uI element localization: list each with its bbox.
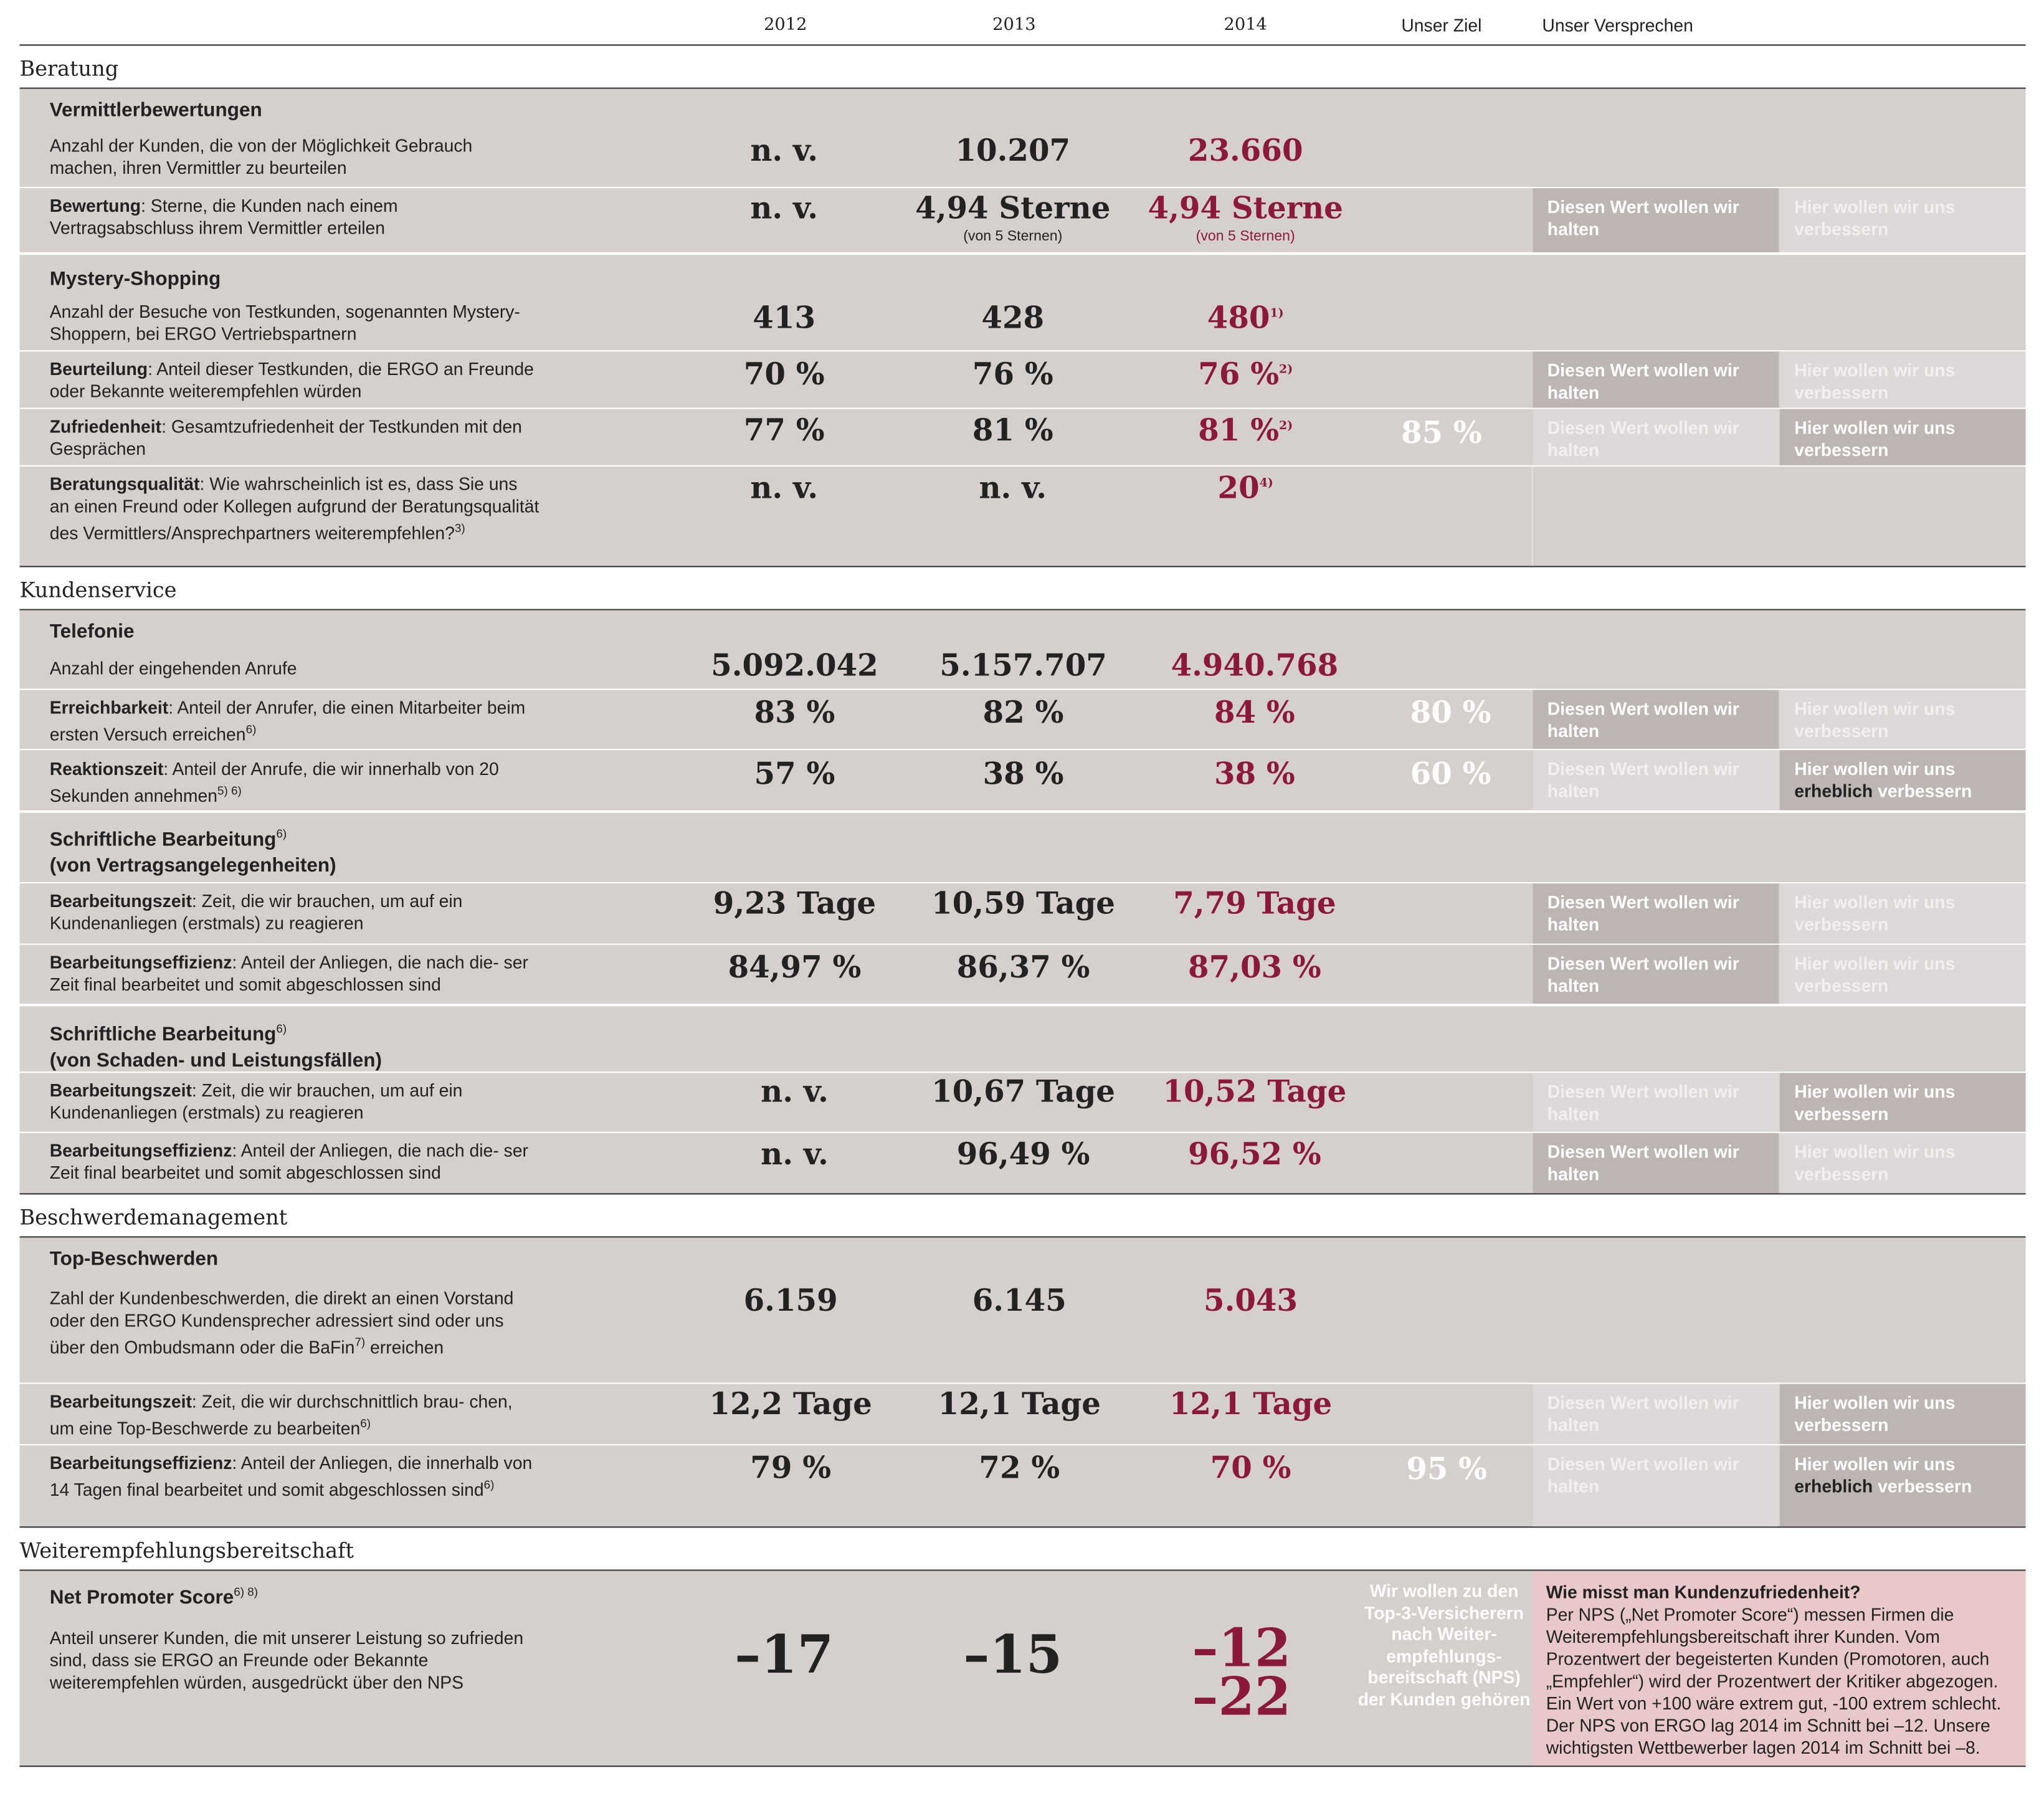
row-description	[50, 696, 540, 746]
value-2014: 10,52 Tage	[1162, 1074, 1347, 1110]
footnote: 6)	[276, 1022, 287, 1035]
promise-improve: Hier wollen wir uns verbessern	[1780, 1133, 2025, 1193]
goal-value: 80 %	[1410, 695, 1491, 731]
value-2014: 70 %	[1210, 1450, 1291, 1486]
goal-text: Wir wollen zu den Top-3-Versicherern nach Weiter- empfehlungs- bereitschaft (NPS) der Kunden gehören	[1357, 1581, 1531, 1709]
group-title	[50, 1015, 382, 1074]
row-label: Bearbeitungseffizienz	[49, 1453, 232, 1473]
value-2014: 96,52 %	[1187, 1137, 1321, 1172]
value-2012: 6.159	[743, 1283, 838, 1319]
goal-value: 85 %	[1400, 416, 1482, 451]
value-2013: 428	[981, 300, 1045, 336]
row-text: Zahl der Kundenbeschwerden, die direkt an einen Vorstand oder den ERGO Kundensprecher adressiert sind oder uns über den Ombudsmann oder die BaFin	[49, 1288, 514, 1357]
footnote: 2)	[1279, 420, 1293, 434]
value-2012: 5.092.042	[711, 648, 878, 684]
row-text: : Zeit, die wir brauchen, um auf ein Kundenanliegen (erstmals) zu reagieren	[49, 891, 463, 933]
section-beratung: Beratung	[19, 56, 119, 82]
divider	[19, 1766, 2025, 1767]
group-separator	[19, 810, 2025, 813]
value-2013: 82 %	[982, 695, 1064, 731]
section-beschwerde: Beschwerdemanagement	[19, 1205, 288, 1230]
value-2014	[1115, 300, 1376, 336]
value-2013: 10.207	[955, 133, 1071, 169]
row-text: : Gesamtzufriedenheit der Testkunden mit den Gesprächen	[49, 417, 522, 459]
row-text: : Sterne, die Kunden nach einem Vertragsabschluss ihrem Vermittler erteilen	[49, 196, 398, 238]
value-2013: 76 %	[972, 356, 1053, 392]
section-weiterempfehlung: Weiterempfehlungsbereitschaft	[19, 1538, 354, 1563]
row-label: Bearbeitungseffizienz	[49, 953, 232, 972]
footnote: 2)	[1279, 363, 1293, 377]
cell-border	[1532, 467, 1533, 566]
col-2012: 2012	[764, 16, 807, 36]
value-2013: 81 %	[972, 412, 1053, 449]
value-2012: –17	[734, 1624, 834, 1686]
divider	[19, 1193, 2025, 1194]
value-2012: n. v.	[750, 191, 818, 226]
value-2014: 12,1 Tage	[1169, 1386, 1333, 1422]
info-box	[1533, 1571, 2026, 1766]
row-description	[50, 1139, 540, 1184]
value-2014: –12	[1192, 1618, 1291, 1680]
value-2013: 6.145	[972, 1283, 1067, 1319]
value-2012: 57 %	[754, 756, 835, 792]
row-label: Bearbeitungszeit	[49, 1392, 192, 1412]
row-text: erreichen	[365, 1338, 444, 1357]
value-2012: 84,97 %	[728, 950, 862, 986]
group-title: Telefonie	[49, 620, 135, 644]
info-title: Wie misst man Kundenzufriedenheit?	[1546, 1582, 1861, 1602]
value-note: (von 5 Sternen)	[963, 229, 1063, 245]
promise-text: verbessern	[1878, 1476, 1972, 1496]
group-title: Top-Beschwerden	[49, 1248, 219, 1271]
value-2012: 413	[753, 300, 816, 336]
section-kundenservice: Kundenservice	[19, 577, 177, 603]
promise-improve: Hier wollen wir uns verbessern	[1780, 409, 2025, 465]
row-description	[50, 1080, 540, 1124]
promise-improve: Hier wollen wir uns verbessern	[1780, 1384, 2025, 1444]
row-text: : Anteil dieser Testkunden, die ERGO an Freunde oder Bekannte weiterempfehlen würden	[49, 359, 534, 402]
col-2013: 2013	[992, 16, 1036, 36]
value-2012: n. v.	[750, 133, 818, 169]
promise-emphasis: erheblich	[1794, 1476, 1873, 1496]
footnote: 1)	[1270, 307, 1284, 321]
value-2012: 70 %	[743, 356, 825, 392]
promise-hold: Diesen Wert wollen wir halten	[1533, 690, 1779, 749]
group-subtitle: (von Schaden- und Leistungsfällen)	[49, 1049, 382, 1072]
group-title	[50, 820, 336, 879]
value-2012: 83 %	[754, 695, 835, 731]
value-2013: 12,1 Tage	[938, 1386, 1101, 1422]
row-description: Anzahl der Kunden, die von der Möglichkeit Gebrauch machen, ihren Vermittler zu beurteilen	[49, 136, 473, 178]
value-2014	[1115, 357, 1376, 392]
value-2014: 4.940.768	[1171, 648, 1339, 684]
row-description: Anzahl der eingehenden Anrufe	[49, 658, 297, 678]
group-title-text: Schriftliche Bearbeitung	[49, 829, 277, 851]
row-label: Bearbeitungszeit	[49, 891, 192, 911]
row-description	[50, 1390, 540, 1440]
value-2014: 5.043	[1204, 1283, 1298, 1319]
value-2013: 10,67 Tage	[931, 1074, 1116, 1110]
divider	[19, 1526, 2025, 1528]
row-description: Anzahl der Besuche von Testkunden, sogenannten Mystery-Shoppern, bei ERGO Vertriebspartnern	[49, 302, 520, 344]
promise-improve-much	[1780, 750, 2025, 810]
promise-hold: Diesen Wert wollen wir halten	[1533, 351, 1779, 407]
promise-hold: Diesen Wert wollen wir halten	[1533, 883, 1779, 943]
row-label: Erreichbarkeit	[49, 698, 169, 718]
value-2014: 38 %	[1214, 756, 1295, 792]
row-text: : Zeit, die wir durchschnittlich brau- chen, um eine Top-Beschwerde zu bearbeiten	[49, 1392, 513, 1438]
promise-text: Hier wollen wir uns	[1794, 1454, 1956, 1475]
group-title: Vermittlerbewertungen	[49, 99, 262, 122]
value-2012: 12,2 Tage	[709, 1386, 872, 1422]
row-description	[50, 416, 540, 460]
footnote: 6)	[276, 827, 287, 840]
row-description	[50, 473, 540, 544]
group-title: Mystery-Shopping	[49, 268, 221, 290]
divider	[19, 44, 2025, 45]
value-2012: 9,23 Tage	[713, 886, 877, 921]
group-title-text: Schriftliche Bearbeitung	[49, 1023, 277, 1046]
promise-hold: Diesen Wert wollen wir halten	[1533, 188, 1779, 252]
footnote: 6) 8)	[234, 1585, 259, 1599]
promise-hold: Diesen Wert wollen wir halten	[1533, 945, 1779, 1004]
value-2012: 79 %	[750, 1450, 832, 1486]
group-subtitle: (von Vertragsangelegenheiten)	[49, 854, 336, 877]
row-label: Beurteilung	[49, 359, 148, 379]
promise-hold: Diesen Wert wollen wir halten	[1533, 1133, 1779, 1193]
value-2014: 84 %	[1214, 695, 1295, 731]
promise-text: Hier wollen wir uns	[1794, 759, 1956, 779]
row-text: : Anteil der Anliegen, die innerhalb von 14 Tagen final bearbeitet und somit abgeschlossen sind	[49, 1453, 533, 1500]
value-2014: 7,79 Tage	[1173, 886, 1336, 921]
row-text: : Anteil der Anliegen, die nach die- ser Zeit final bearbeitet und somit abgeschlossen sind	[49, 953, 528, 995]
value-2013: 38 %	[982, 756, 1064, 792]
row-text: : Wie wahrscheinlich ist es, dass Sie uns an einen Freund oder Kollegen aufgrund der Beratungsqualität des Vermittlers/Ansprechpartners weiterempfehlen?	[49, 474, 540, 543]
info-text: Per NPS („Net Promoter Score“) messen Firmen die Weiterempfehlungsbereitschaft ihrer Kunden. Vom Prozentwert der begeisterten Kunden (Promotoren, auch „Empfehler“) wird der Prozentwert der Kritiker abgezogen. Ein Wert von +100 wäre extrem gut, -100 extrem schlecht. Der NPS von ERGO lag 2014 im Schnitt bei –12. Unsere wichtigsten Wettbewerber lagen 2014 im Schnitt bei –8.	[1546, 1605, 2002, 1758]
group-title	[50, 1579, 258, 1611]
value-2013: 10,59 Tage	[931, 886, 1116, 921]
promise-text: verbessern	[1878, 781, 1972, 801]
value-2013: 86,37 %	[956, 950, 1090, 986]
footnote: 6)	[483, 1478, 495, 1491]
value-2014: 87,03 %	[1187, 950, 1321, 986]
value-2013: n. v.	[979, 470, 1047, 506]
promise-hold: Diesen Wert wollen wir halten	[1533, 750, 1779, 810]
value-2013: 5.157.707	[939, 648, 1107, 684]
row-description	[50, 1287, 540, 1358]
row-text: : Anteil der Anliegen, die nach die- ser Zeit final bearbeitet und somit abgeschlossen sind	[49, 1141, 528, 1183]
row-description	[50, 951, 540, 996]
row-description	[50, 890, 540, 934]
value-note: (von 5 Sternen)	[1196, 229, 1295, 245]
promise-improve: Hier wollen wir uns verbessern	[1780, 351, 2025, 407]
value-2013: –15	[963, 1624, 1063, 1686]
footnote: 3)	[454, 521, 465, 535]
value-number: 76 %	[1198, 356, 1280, 392]
promise-improve-much	[1780, 1445, 2025, 1526]
value-2012: n. v.	[761, 1137, 829, 1172]
promise-improve: Hier wollen wir uns verbessern	[1780, 690, 2025, 749]
value-2012: n. v.	[750, 470, 818, 506]
row-label: Beratungsqualität	[49, 474, 200, 494]
value-2013: 72 %	[979, 1450, 1060, 1486]
row-separator	[19, 465, 2025, 467]
row-description	[50, 1452, 540, 1501]
promise-improve: Hier wollen wir uns verbessern	[1780, 945, 2025, 1004]
promise-improve: Hier wollen wir uns verbessern	[1780, 188, 2025, 252]
value-number: 81 %	[1198, 412, 1280, 449]
value-2012: 77 %	[743, 412, 825, 449]
value-2014-competitors: –22	[1192, 1666, 1291, 1728]
footnote: 5) 6)	[217, 784, 242, 797]
group-title-text: Net Promoter Score	[49, 1586, 234, 1609]
promise-emphasis: erheblich	[1794, 781, 1873, 801]
goal-value: 95 %	[1406, 1452, 1488, 1488]
value-2014	[1115, 470, 1376, 506]
promise-hold: Diesen Wert wollen wir halten	[1533, 1384, 1779, 1444]
footnote: 6)	[360, 1417, 371, 1430]
promise-hold: Diesen Wert wollen wir halten	[1533, 409, 1779, 465]
goal-value: 60 %	[1410, 756, 1491, 792]
footnote: 4)	[1259, 477, 1273, 491]
col-promise: Unser Versprechen	[1542, 16, 1693, 36]
col-goal: Unser Ziel	[1401, 16, 1482, 36]
row-label: Bearbeitungszeit	[49, 1080, 192, 1101]
row-description	[50, 358, 540, 402]
row-label: Bewertung	[49, 196, 141, 216]
row-label: Bearbeitungseffizienz	[49, 1141, 232, 1161]
promise-improve: Hier wollen wir uns verbessern	[1780, 1073, 2025, 1131]
row-text: : Anteil der Anrufe, die wir innerhalb von 20 Sekunden annehmen	[49, 759, 499, 806]
row-description	[50, 758, 540, 807]
group-separator	[19, 252, 2025, 255]
promise-hold: Diesen Wert wollen wir halten	[1533, 1073, 1779, 1131]
row-label: Zufriedenheit	[49, 417, 162, 437]
value-2012: n. v.	[761, 1074, 829, 1110]
row-description	[50, 195, 540, 239]
footnote: 6)	[245, 723, 257, 736]
promise-hold: Diesen Wert wollen wir halten	[1533, 1445, 1779, 1526]
value-number: 20	[1217, 470, 1260, 506]
row-text: : Anteil der Anrufer, die einen Mitarbeiter beim ersten Versuch erreichen	[49, 698, 526, 744]
divider	[19, 566, 2025, 567]
row-label: Reaktionszeit	[49, 759, 164, 779]
value-2014: 23.660	[1187, 133, 1303, 169]
value-2013: 96,49 %	[956, 1137, 1090, 1172]
row-text: : Zeit, die wir brauchen, um auf ein Kundenanliegen (erstmals) zu reagieren	[49, 1080, 463, 1123]
col-2014: 2014	[1224, 16, 1267, 36]
value-2013: 4,94 Sterne	[915, 191, 1111, 226]
value-2014: 4,94 Sterne	[1148, 191, 1343, 226]
promise-improve: Hier wollen wir uns verbessern	[1780, 883, 2025, 943]
row-description: Anteil unserer Kunden, die mit unserer Leistung so zufrieden sind, dass sie ERGO an Freunde oder Bekannte weiterempfehlen würden, ausgedrückt über den NPS	[49, 1628, 524, 1693]
footnote: 7)	[354, 1335, 366, 1349]
group-separator	[19, 1004, 2025, 1006]
value-number: 480	[1207, 300, 1270, 336]
